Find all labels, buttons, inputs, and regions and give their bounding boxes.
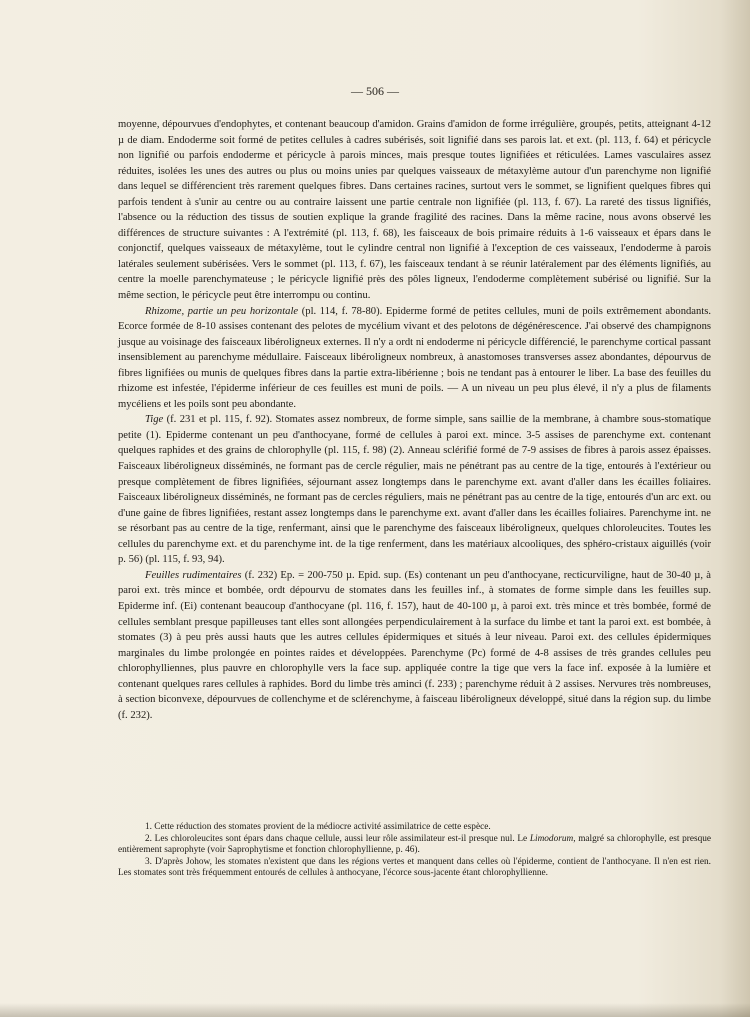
- footnotes: [118, 822, 711, 880]
- text-run: malgré sa chlorophylle, est presque entièrement saprophyte (voir Saprophytisme et fonction chlorophyllienne, p. 46).: [118, 833, 711, 855]
- footnote-1: [118, 822, 711, 834]
- text-run: (f. 231 et pl. 115, f. 92). Stomates assez nombreux, de forme simple, sans saillie de la membrane, à chambre sous-stomatique petite (1). Epiderme contenant un peu d'anthocyane, formé de cellules à paroi ext. mince. 3-5 assises de parenchyme ext. contenant quelques raphides et des grains de chlorophylle (pl. 115, f. 98) (2). Anneau sclérifié formé de 7-9 assises de fibres à parois assez épaisses. Faisceaux libéroligneux disséminés, ne formant pas de cercle régulier, mais ne pénétrant pas au centre de la tige, entourés à l'extérieur ou presque complètement de fibres lignifiées, séjournant assez longtemps dans le parenchyme ext. avant d'aller dans les écailles foliaires. Faisceaux libéroligneux disséminés, ne formant pas de cercles réguliers, mais ne pénétrant pas au centre de la tige, entourés d'un arc ext. ou d'une gaine de fibres lignifiées, restant assez longtemps dans le parenchyme ext. avant d'aller dans les écailles foliaires. Parenchyme int. ne se résorbant pas au centre de la tige, renfermant, ainsi que le parenchyme des faisceaux libéroligneux, quelques chloroleucites. Toutes les cellules du parenchyme ext. et du parenchyme int. de la tige renferment, dans les matériaux alcooliques, des sphéro-cristaux aiguillés (voir p. 56) (pl. 115, f. 93, 94).: [118, 414, 711, 566]
- text-run: 2. Les chloroleucites sont épars dans chaque cellule, aussi leur rôle assimilateur est-il presque nul. Le: [145, 833, 530, 844]
- text-run: (pl. 114, f. 78-80). Epiderme formé de petites cellules, muni de poils extrêmement abondants. Ecorce formée de 8-10 assises contenant des pelotes de mycélium vivant et des pelotons de dégénérescence. J'ai observé des champignons jusque au voisinage des faisceaux libéroligneux externes. Il n'y a ordt ni endoderme ni péricycle différencié, le parenchyme cortical passant insensiblement au parenchyme médullaire. Faisceaux libéroligneux nombreux, à anastomoses transverses assez abondantes, dépourvus de fibres lignifiées ou munis de quelques fibres dans la partie extra-libérienne ; bois ne tendant pas à entourer le liber. La base des feuilles du rhizome est infestée, l'épiderme inférieur de ces feuilles est muni de poils. — A un niveau un peu plus élevé, il n'y a plus de filaments mycéliens et les poils sont peu abondante.: [118, 305, 711, 410]
- footnote-2: [118, 834, 711, 857]
- text-run: moyenne, dépourvues d'endophytes, et contenant beaucoup d'amidon. Grains d'amidon de forme irrégulière, groupés, petits, atteignant 4-12 µ de diam. Endoderme soit formé de petites cellules à cadres subérisés, soit lignifié dans ses parois lat. et ext. (pl. 113, f. 64) et péricycle non lignifié ou parfois endoderme et péricycle à parois minces, mais presque toutes lignifiées et réticulées. Lames vasculaires assez réduites, isolées les unes des autres ou plus ou moins unies par quelques vaisseaux de métaxylème autour d'un parenchyme non lignifié dans lequel se différencient très rarement quelques fibres. Dans certaines racines, surtout vers le sommet, se lignifient quelques fibres qui parfois tendent à s'unir au centre ou au contraire laissent une partie centrale non lignifiée (pl. 113, f. 67). La rareté des tissus lignifiés, l'absence ou la réduction des tissus de soutien explique la grande fragilité des racines. Dans la même racine, nous avons observé les différences de structure suivantes : A l'extrémité (pl. 113, f. 68), les faisceaux de bois primaire réduits à 1-6 vaisseaux et épars dans le conjonctif, quelques vaisseaux de métaxylème, tout le cylindre central non lignifié à l'exception de ces vaisseaux, l'endoderme à parois latérales seulement subérisées. Vers le sommet (pl. 113, f. 67), les faisceaux tendant à se réunir latéralement par des éléments lignifiés, au centre la moelle parenchymateuse ; le péricycle lignifié près des pôles ligneux, l'endoderme complètement subérisé ou lignifié. Sur la même section, le péricycle peut être interrompu ou continu.: [118, 119, 711, 302]
- text-run: (f. 232) Ep. = 200-750 µ. Epid. sup. (Es) contenant un peu d'anthocyane, recticurviligne, haut de 30-40 µ, à paroi ext. très mince et bombée, ordt dépourvu de stomates dans les feuilles inf., à stomates de forme simple dans les feuilles sup. Epiderme inf. (Ei) contenant beaucoup d'anthocyane (pl. 116, f. 157), haut de 40-100 µ, à paroi ext. très mince et très bombée, formé de cellules semblant presque papilleuses tant elles sont allongées perpendiculairement à la surface du limbe et tant la paroi ext. est bombée, à stomates (3) à peu près aussi hauts que les autres cellules épidermiques et situés à leur niveau. Paroi ext. des cellules épidermiques marginales du limbe prolongée en pointes raides et développées. Parenchyme (Pc) formé de 4-8 assises de très grandes cellules peu chlorophylliennes, plus pauvre en chlorophylle vers la face sup. appliquée contre la tige que vers la face inf. exposée à la lumière et contenant quelques rares cellules à raphides. Bord du limbe très aminci (f. 233) ; parenchyme réduit à 2 assises. Nervures très nombreuses, à section biconvexe, dépourvues de collenchyme et de sclérenchyme, à faisceau libéroligneux développé, situé dans la région sup. du limbe (f. 232).: [118, 569, 711, 721]
- paragraph-2: [118, 304, 711, 413]
- paragraph-1: [118, 117, 711, 304]
- body-text: [118, 117, 711, 723]
- italic-text: Rhizome, partie un peu horizontale: [145, 305, 299, 317]
- page-bottom-shadow: [0, 1003, 750, 1017]
- paragraph-4: [118, 568, 711, 723]
- italic-text: Limodorum,: [529, 833, 576, 844]
- italic-text: Feuilles rudimentaires: [145, 569, 242, 581]
- footnote-3: [118, 857, 711, 880]
- text-run: 1. Cette réduction des stomates provient de la médiocre activité assimilatrice de cette espèce.: [145, 822, 491, 832]
- paragraph-3: [118, 412, 711, 567]
- page-number: — 506 —: [351, 84, 399, 98]
- italic-text: Tige: [145, 414, 164, 426]
- text-run: 3. D'après Johow, les stomates n'existent que dans les régions vertes et manquent dans celles où l'épiderme, contient de l'anthocyane. Il n'en est rien. Les stomates sont très fréquemment entourés de cellules à anthocyane, l'écorce sous-jacente étant chlorophyllienne.: [118, 856, 711, 878]
